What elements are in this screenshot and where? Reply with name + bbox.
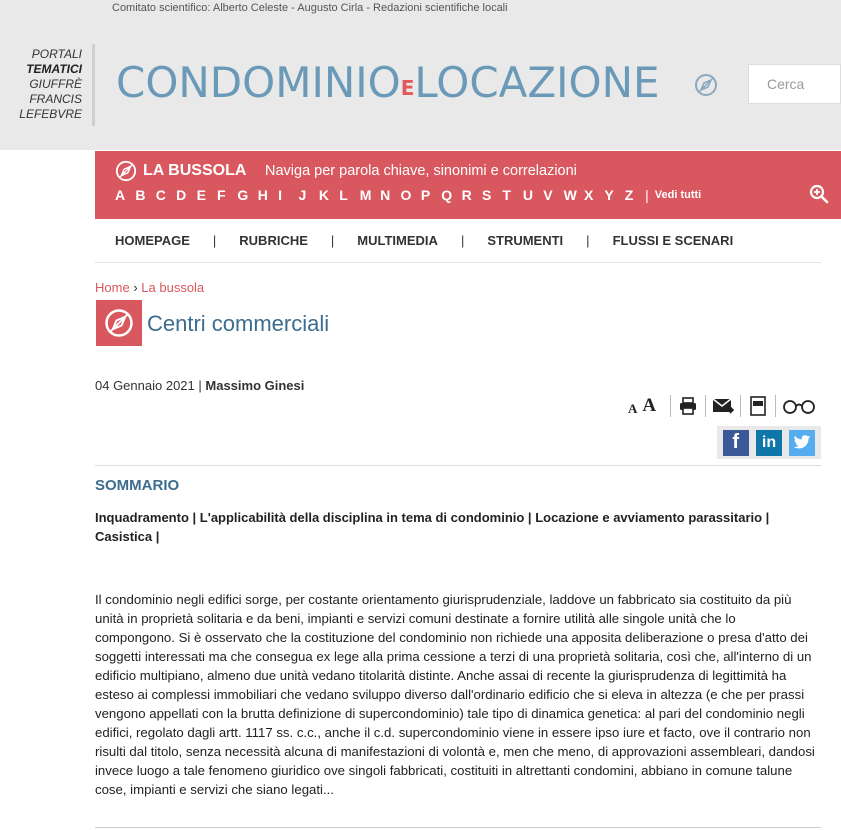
portali-line: PORTALI (31, 47, 82, 61)
nav-strumenti[interactable]: STRUMENTI (487, 233, 564, 248)
bussola-tagline: Naviga per parola chiave, sinonimi e correlazioni (265, 163, 577, 179)
letter-j[interactable]: J (298, 187, 307, 203)
portali-line: GIUFFRÈ (29, 77, 82, 91)
sommario-heading: SOMMARIO (95, 477, 180, 494)
toolbar-divider (740, 395, 741, 417)
article-body: Il condominio negli edifici sorge, per costante orientamento giurisprudenziale, laddove un fabbricato sia costituito da più unità in proprietà solitaria e da beni, impianti e servizi comuni destinate a fornire utilità alle singole unità che lo compongono. Si è osservato che la costituzione del condominio non richiede una apposita deliberazione o presa d'atto dei soggetti interessati ma che consegua ex lege alla prima cessione a terzi di una proprietà solitaria, così che, all'interno di un edificio multipiano, almeno due unità vedano titolarità distinte. Anche assai di recente la giurisprudenza di legittimità ha esteso ai complessi immobiliari che vedano sviluppo diverso dall'ordinario edificio che si eleva in altezza (e che per prassi vengono appellati con la brutta definizione di supercondominio) tale tipo di dinamica genetica: al pari del condominio negli edifici, regolato dagli artt. 1117 ss. c.c., anche il c.d. supercondominio viene in essere ipso iure et facto, ove il contrario non risulti dal titolo, senza necessità alcuna di manifestazioni di volontà e, men che meno, di approvazioni assembleari, dandosi invece luogo a tale fenomeno giuridico ove singoli fabbricati, costituiti in altrettanti condomini, abbiano in comune talune cose, impianti e servizi che siano legati... (95, 592, 815, 797)
letter-i[interactable]: I (278, 187, 283, 203)
sommario-item[interactable]: Casistica (95, 529, 153, 544)
portali-tematici-logo[interactable] (18, 47, 82, 122)
sommario-list: Inquadramento | L'applicabilità della disciplina in tema di condominio | Locazione e avviamento parassitario | Casistica | (95, 510, 770, 544)
reading-glasses-icon[interactable] (782, 395, 816, 417)
facebook-icon[interactable]: f (723, 430, 749, 456)
page-title: Centri commerciali (147, 311, 330, 336)
nav-flussi-e-scenari[interactable]: FLUSSI E SCENARI (612, 233, 734, 248)
toolbar-divider (705, 395, 706, 417)
letter-p[interactable]: P (420, 187, 431, 203)
letter-n[interactable]: N (380, 187, 391, 203)
breadcrumb-separator: › (133, 280, 138, 295)
letter-y[interactable]: Y (604, 187, 614, 203)
letter-x[interactable]: X (583, 187, 594, 203)
search-box[interactable] (748, 64, 841, 104)
letter-s[interactable]: S (482, 187, 492, 203)
search-input[interactable] (749, 65, 840, 103)
nav-separator: | (460, 233, 465, 248)
bottom-divider (95, 827, 821, 828)
alphabet-index (115, 187, 701, 203)
letter-l[interactable]: L (339, 187, 348, 203)
article-date: 04 Gennaio 2021 (95, 378, 195, 393)
letter-z[interactable]: Z (624, 187, 634, 203)
toolbar-divider (775, 395, 776, 417)
section-divider (95, 465, 821, 466)
letter-d[interactable]: D (176, 187, 187, 203)
zoom-in-icon[interactable] (809, 184, 829, 204)
letter-h[interactable]: H (257, 187, 268, 203)
pdf-icon[interactable] (747, 395, 769, 417)
compass-icon (104, 308, 134, 338)
sommario-item[interactable]: Locazione e avviamento parassitario (535, 510, 763, 525)
font-decrease-button[interactable]: A (628, 401, 638, 416)
portali-line: LEFEBVRE (19, 107, 82, 121)
letter-o[interactable]: O (400, 187, 412, 203)
letter-g[interactable]: G (237, 187, 249, 203)
letter-t[interactable]: T (502, 187, 511, 203)
alphabet-separator: | (645, 187, 649, 203)
bussola-title-text: LA BUSSOLA (143, 162, 247, 179)
toolbar-divider (670, 395, 671, 417)
nav-homepage[interactable]: HOMEPAGE (115, 233, 190, 248)
meta-separator: | (198, 378, 206, 393)
portali-line: FRANCIS (29, 92, 82, 106)
nav-separator: | (330, 233, 335, 248)
breadcrumb-current[interactable]: La bussola (141, 280, 205, 295)
print-icon[interactable] (677, 395, 699, 417)
see-all-link[interactable]: Vedi tutti (654, 189, 702, 201)
letter-u[interactable]: U (522, 187, 533, 203)
breadcrumb (95, 280, 204, 295)
brand-right: LOCAZIONE (414, 58, 660, 107)
twitter-icon[interactable] (789, 430, 815, 456)
letter-w[interactable]: W (563, 187, 577, 203)
letter-f[interactable]: F (216, 187, 226, 203)
portali-line: TEMATICI (26, 62, 82, 76)
letter-m[interactable]: M (359, 187, 372, 203)
sommario-item[interactable]: L'applicabilità della disciplina in tema di condominio (199, 510, 525, 525)
nav-separator: | (212, 233, 217, 248)
email-icon[interactable] (712, 395, 734, 417)
letter-v[interactable]: V (543, 187, 553, 203)
letter-q[interactable]: Q (441, 187, 453, 203)
compass-icon (115, 160, 137, 182)
breadcrumb-home[interactable]: Home (95, 280, 130, 295)
sommario-item[interactable]: Inquadramento (95, 510, 189, 525)
site-logo[interactable] (116, 58, 660, 107)
nav-separator: | (586, 233, 590, 248)
letter-e[interactable]: E (196, 187, 206, 203)
nav-multimedia[interactable]: MULTIMEDIA (357, 233, 438, 248)
scientific-committee: Comitato scientifico: Alberto Celeste - Augusto Cirla - Redazioni scientifiche locali (112, 2, 508, 14)
article-meta (95, 378, 304, 393)
letter-c[interactable]: C (155, 187, 166, 203)
letter-a[interactable]: A (115, 187, 126, 203)
social-share-bar (717, 426, 821, 459)
letter-b[interactable]: B (135, 187, 146, 203)
bussola-banner (95, 151, 841, 219)
nav-divider (95, 262, 821, 263)
article-author[interactable]: Massimo Ginesi (205, 378, 305, 393)
brand-e: E (400, 76, 415, 100)
portali-divider (92, 44, 95, 126)
brand-left: CONDOMINIO (116, 58, 401, 107)
letter-r[interactable]: R (461, 187, 472, 203)
article-toolbar (628, 395, 816, 417)
bussola-badge (96, 300, 142, 346)
nav-rubriche[interactable]: RUBRICHE (239, 233, 308, 248)
compass-icon (694, 73, 718, 97)
bussola-title[interactable] (115, 160, 246, 182)
linkedin-icon[interactable]: in (756, 430, 782, 456)
letter-k[interactable]: K (318, 187, 330, 203)
main-nav (115, 233, 733, 248)
font-increase-button[interactable]: A (642, 395, 657, 416)
